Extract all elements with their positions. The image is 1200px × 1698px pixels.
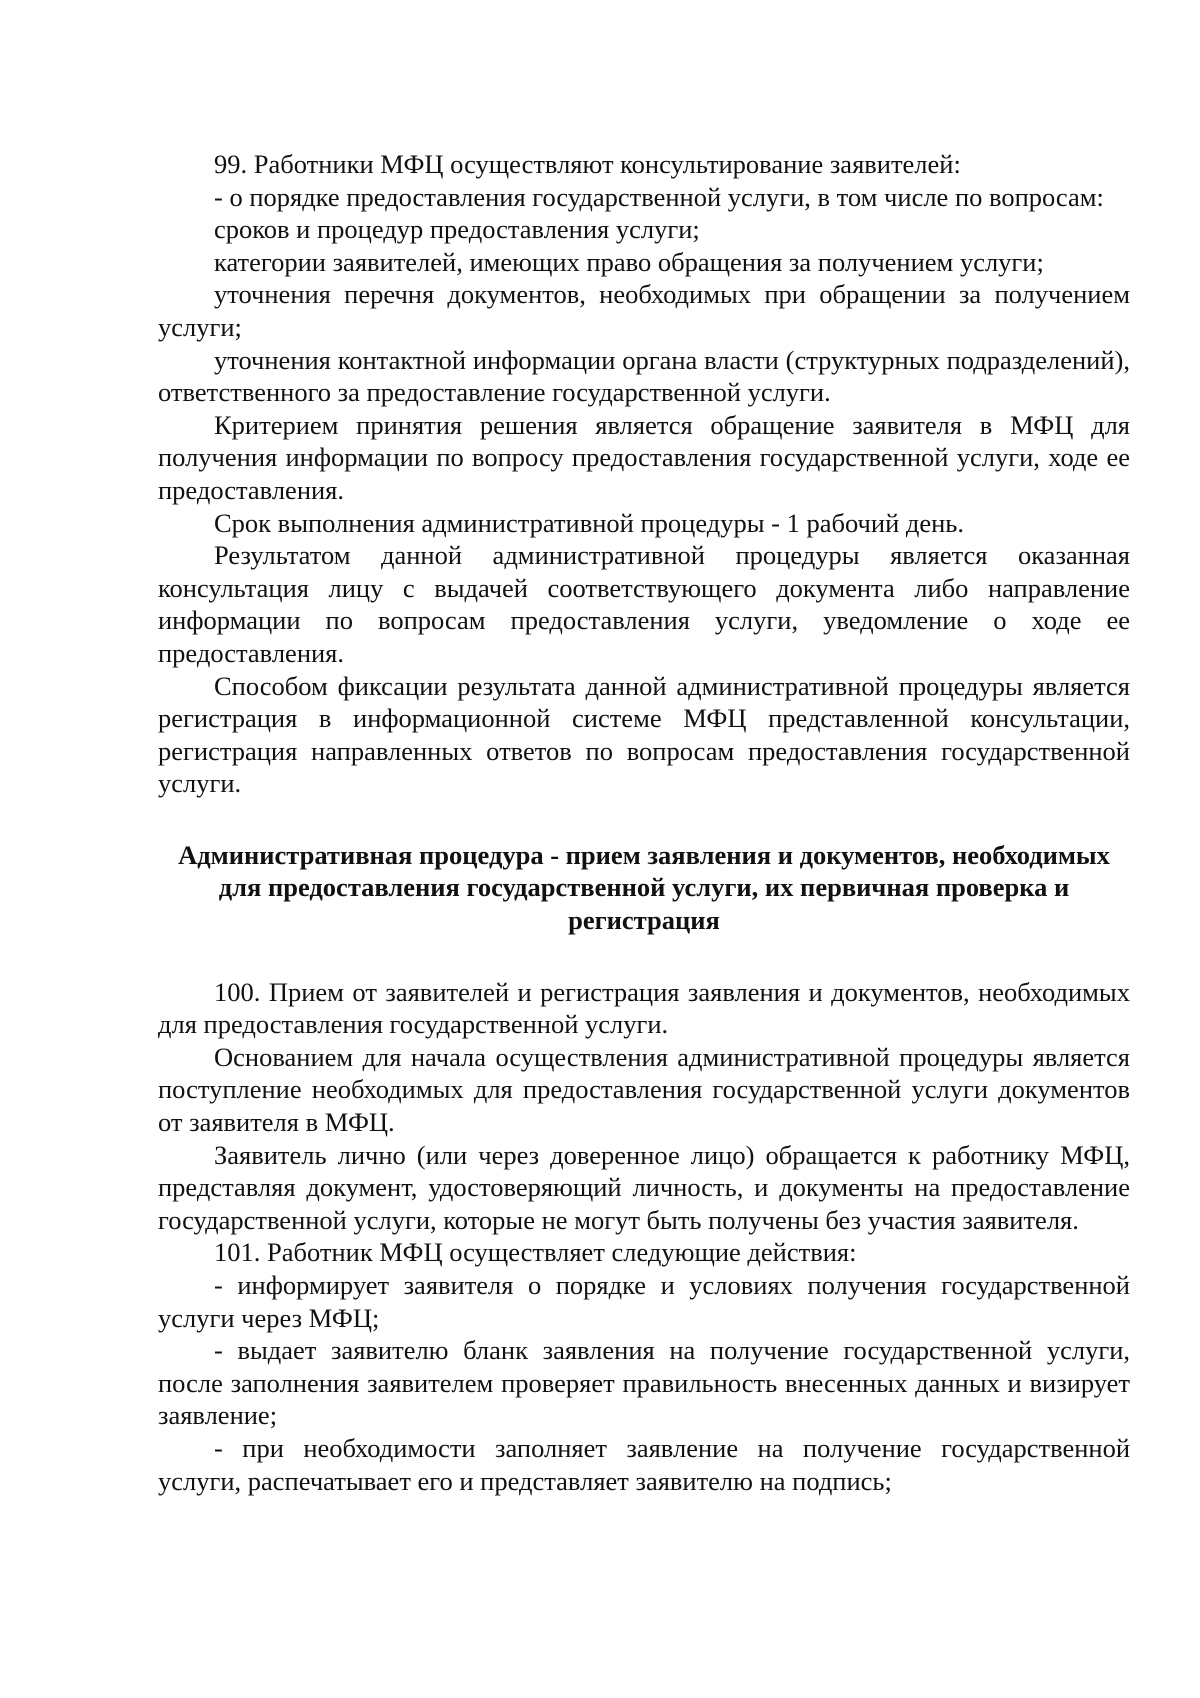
paragraph-contact-info: уточнения контактной информации органа власти (структурных подразделений), ответственного за предоставление государственной услуги. [158, 344, 1130, 408]
paragraph-procedure-term: Срок выполнения административной процедуры - 1 рабочий день. [214, 507, 965, 538]
paragraph-result-fixation: Способом фиксации результата данной административной процедуры является регистрация в информационной системе МФЦ представленной консультации, регистрация направленных ответов по вопросам предоставления государственной услуги. [158, 670, 1130, 799]
list-item-informs: - информирует заявителя о порядке и условиях получения государственной услуги через МФЦ; [158, 1270, 1130, 1333]
list-item-fills-application: - при необходимости заполняет заявление на получение государственной услуги, распечатывает его и представляет заявителю на подпись; [158, 1432, 1130, 1496]
paragraph-applicant-appeal: Заявитель лично (или через доверенное лицо) обращается к работнику МФЦ, представляя документ, удостоверяющий личность, и документы на предоставление государственной услуги, которые не могут быть получены без участия заявителя. [158, 1139, 1130, 1235]
paragraph-terms-procedures: сроков и процедур предоставления услуги; [214, 214, 700, 245]
section-heading: Административная процедура - прием заявления и документов, необходимых для предоставления государственной услуги, их первичная проверка и регистрация [178, 839, 1110, 936]
paragraph-99-intro: 99. Работники МФЦ осуществляют консультирование заявителей: [214, 149, 961, 179]
list-item-issues-form: - выдает заявителю бланк заявления на получение государственной услуги, после заполнения заявителем проверяет правильность внесенных данных и визирует заявление; [158, 1335, 1130, 1431]
paragraph-document-list: уточнения перечня документов, необходимых при обращении за получением услуги; [158, 279, 1130, 342]
paragraph-101-intro: 101. Работник МФЦ осуществляет следующие действия: [214, 1237, 857, 1268]
paragraph-procedure-basis: Основанием для начала осуществления административной процедуры является поступление необходимых для предоставления государственной услуги документов от заявителя в МФЦ. [158, 1041, 1130, 1138]
paragraph-procedure-result: Результатом данной административной процедуры является оказанная консультация лицу с выдачей соответствующего документа либо направление информации по вопросам предоставления услуги, уведомление о ходе ее предоставления. [158, 540, 1130, 668]
paragraph-order-questions: - о порядке предоставления государственной услуги, в том числе по вопросам: [214, 181, 1104, 212]
document-page [158, 148, 1130, 1497]
paragraph-decision-criterion: Критерием принятия решения является обращение заявителя в МФЦ для получения информации по вопросу предоставления государственной услуги, ходе ее предоставления. [158, 409, 1130, 505]
paragraph-applicant-categories: категории заявителей, имеющих право обращения за получением услуги; [214, 246, 1044, 277]
paragraph-100-intro: 100. Прием от заявителей и регистрация заявления и документов, необходимых для предоставления государственной услуги. [158, 976, 1130, 1040]
